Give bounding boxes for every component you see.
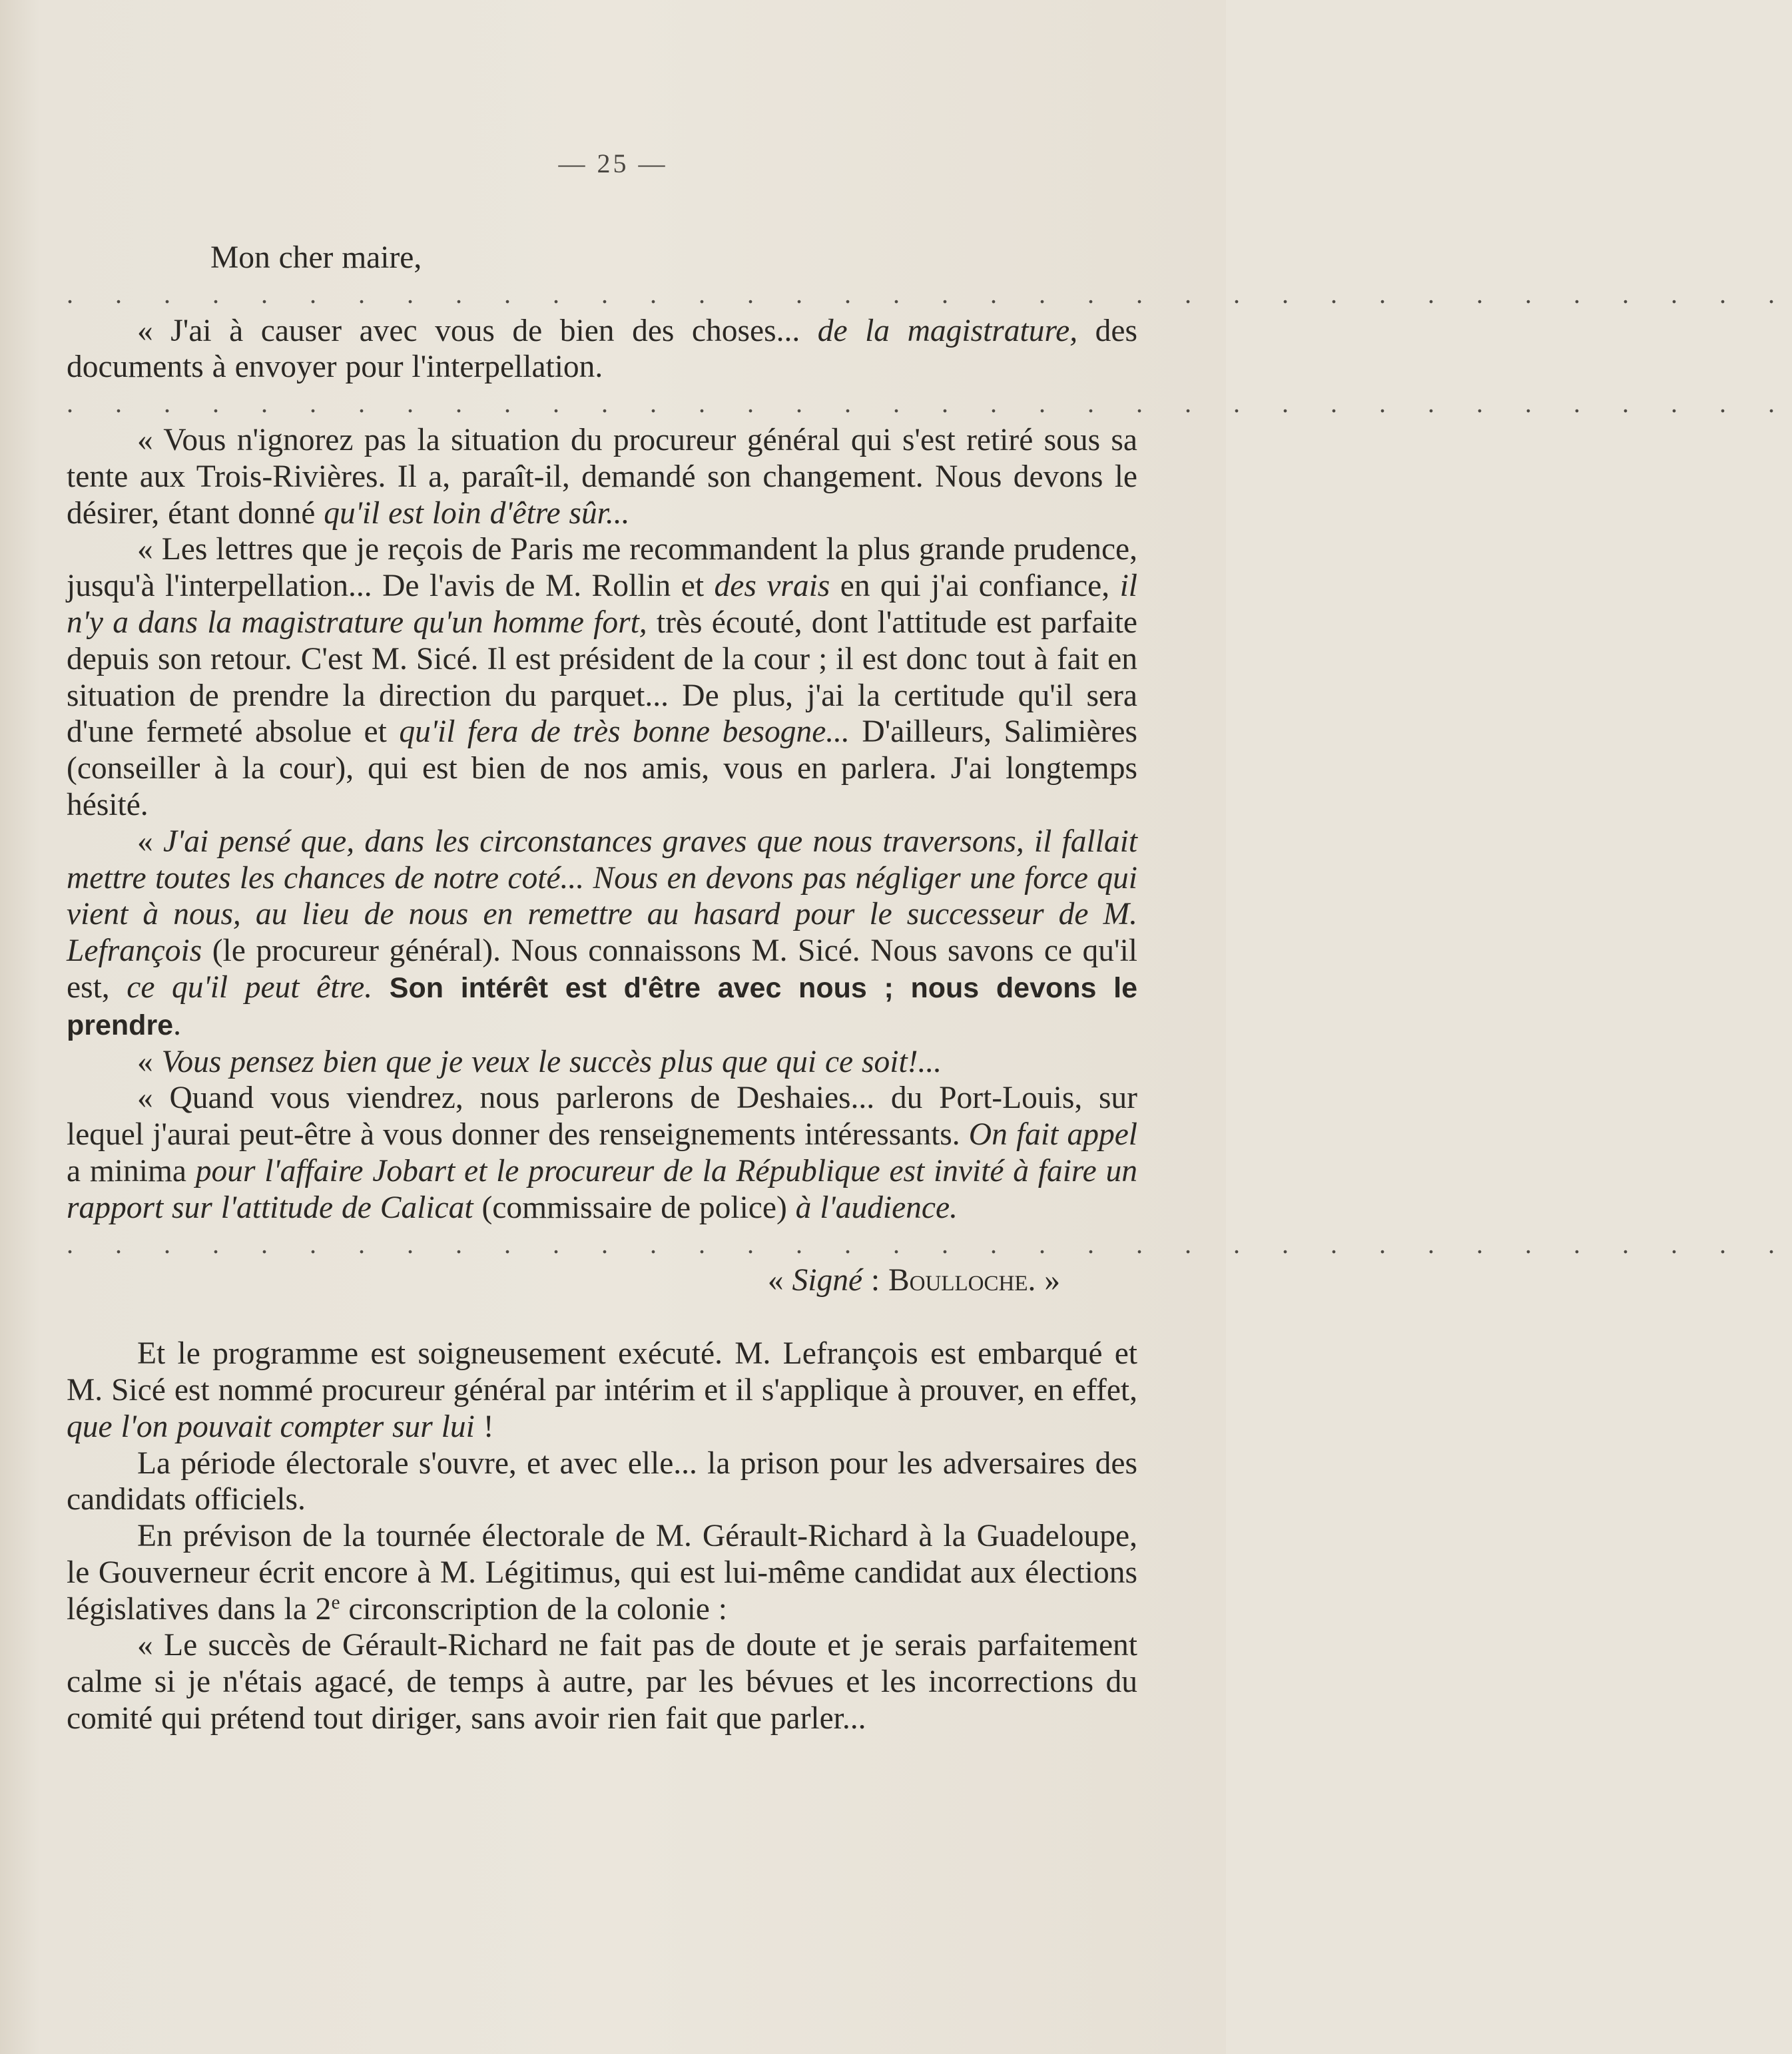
page-number: — 25 — — [558, 148, 668, 178]
body-paragraph: En prévison de la tournée électorale de M. Gérault-Richard à la Guadeloupe, le Gouverneur écrit encore à M. Légitimus, qui est lui-même candidat aux élections législatives dans la 2e circonscription de la colonie : — [67, 1519, 1137, 1627]
body-paragraph: « Le succès de Gérault-Richard ne fait pas de doute et je serais parfaitement calme si je n'étais agacé, de temps à autre, par les bévues et les incorrections du comité qui prétend tout diriger, sans avoir rien fait que parler... — [67, 1628, 1137, 1736]
letter-paragraph: « Quand vous viendrez, nous parlerons de Deshaies... du Port-Louis, sur lequel j'aurai peut-être à vous donner des renseignements intéressants. On fait appel a minima pour l'affaire Jobart et le procureur de la République est invité à faire un rapport sur l'attitude de Calicat (commissaire de police) à l'audience. — [67, 1081, 1137, 1225]
body-paragraph: Et le programme est soigneusement exécuté. M. Lefrançois est embarqué et M. Sicé est nommé procureur général par intérim et il s'applique à prouver, en effet, que l'on pouvait compter sur lui ! — [67, 1336, 1137, 1444]
salutation: Mon cher maire, — [210, 240, 422, 275]
paragraph-gap — [67, 1299, 1137, 1336]
page-text — [67, 240, 1792, 1737]
signature-line: « Signé : Boulloche. » — [767, 1263, 1060, 1298]
body-paragraph: La période électorale s'ouvre, et avec elle... la prison pour les adversaires des candidats officiels. — [67, 1445, 1137, 1517]
letter-paragraph: « Vous pensez bien que je veux le succès plus que qui ce soit!... — [137, 1044, 942, 1079]
ellipsis-row: . . . . . . . . . . . . . . . . . . . . . . . . . . . . . . . . . . . . — [67, 278, 1792, 309]
letter-paragraph: « J'ai à causer avec vous de bien des choses... de la magistrature, des documents à envoyer pour l'interpellation. — [67, 313, 1137, 385]
letter-paragraph: « J'ai pensé que, dans les circonstances graves que nous traversons, il fallait mettre toutes les chances de notre coté... Nous en devons pas négliger une force qui vient à nous, au lieu de nous en remettre au hasard pour le successeur de M. Lefrançois (le procureur général). Nous connaissons M. Sicé. Nous savons ce qu'il est, ce qu'il peut être. Son intérêt est d'être avec nous ; nous devons le prendre. — [67, 824, 1138, 1042]
ellipsis-row: . . . . . . . . . . . . . . . . . . . . . . . . . . . . . . . . . . . . — [67, 1228, 1792, 1259]
ellipsis-row: . . . . . . . . . . . . . . . . . . . . . . . . . . . . . . . . . . . . — [67, 388, 1792, 419]
letter-paragraph: « Les lettres que je reçois de Paris me recommandent la plus grande prudence, jusqu'à l'interpellation... De l'avis de M. Rollin et des vrais en qui j'ai confiance, il n'y a dans la magistrature qu'un homme fort, très écouté, dont l'attitude est parfaite depuis son retour. C'est M. Sicé. Il est président de la cour ; il est donc tout à fait en situation de prendre la direction du parquet... De plus, j'ai la certitude qu'il sera d'une fermeté absolue et qu'il fera de très bonne besogne... D'ailleurs, Salimières (conseiller à la cour), qui est bien de nos amis, vous en parlera. J'ai longtemps hésité. — [67, 532, 1137, 822]
letter-paragraph: « Vous n'ignorez pas la situation du procureur général qui s'est retiré sous sa tente aux Trois-Rivières. Il a, paraît-il, demandé son changement. Nous devons le désirer, étant donné qu'il est loin d'être sûr... — [67, 422, 1137, 531]
